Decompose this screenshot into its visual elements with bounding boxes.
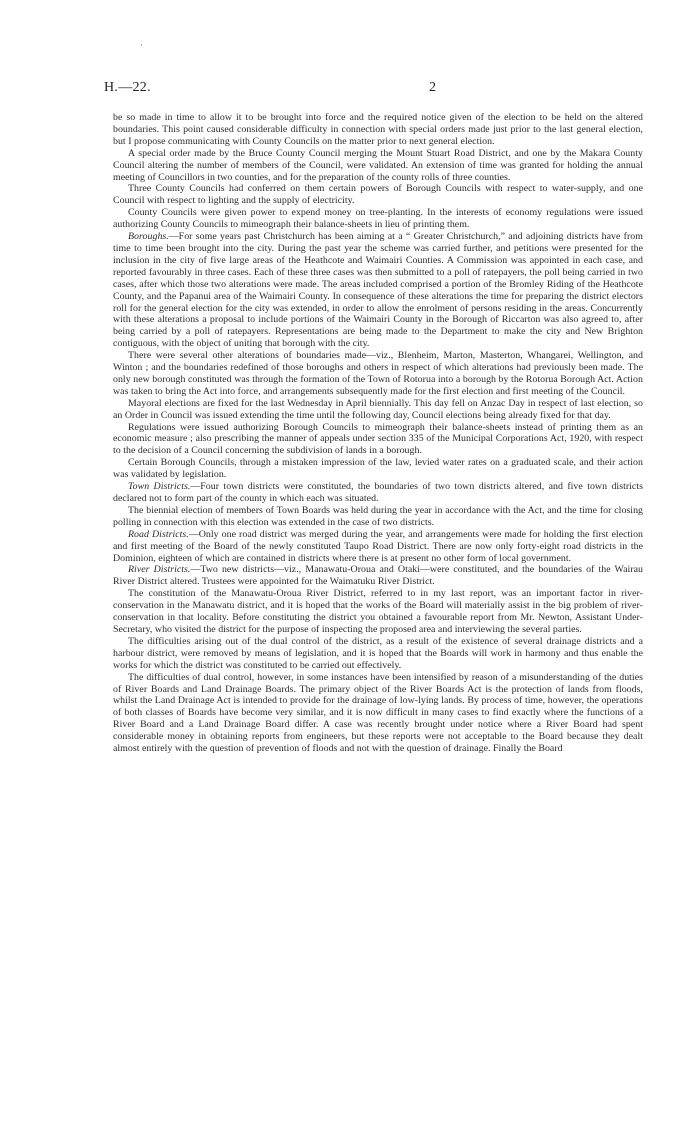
paragraph (113, 112, 643, 148)
paragraph (113, 672, 643, 755)
paragraph (113, 588, 643, 636)
document-reference: H.—22. (104, 80, 151, 95)
paragraph-text: —Four town districts were constituted, the boundaries of two town districts altered, and five town districts declared not to form part of the county in which each was situated. (113, 481, 643, 504)
paragraph-text: —Two new districts—viz., Manawatu-Oroua and Otaki—were constituted, and the boundaries of the Wairau River District altered. Trustees were appointed for the Waimatuku River District. (113, 564, 643, 588)
paragraph-text: Certain Borough Councils, through a mistaken impression of the law, levied water rates on a graduated scale, and their action was validated by legislation. (113, 457, 643, 481)
paragraph (113, 529, 643, 565)
paragraph-text: The constitution of the Manawatu-Oroua River District, referred to in my last report, was an important factor in river-conservation in the Manawatu district, and it is hoped that the works of the Board will materially assist in the big problem of river-conservation in that locality. Before constituting the district you obtained a favourable report from Mr. Newton, Assistant Under-Secretary, who visited the district for the purpose of inspecting the proposed area and interviewing the several parties. (113, 588, 643, 635)
page-header (104, 80, 640, 96)
paragraph (113, 457, 643, 481)
paragraph (113, 481, 643, 505)
paragraph-text: County Councils were given power to expend money on tree-planting. In the interests of economy regulations were issued authorizing County Councils to mimeograph their balance-sheets in lieu of printing them. (113, 207, 643, 231)
paragraph (113, 422, 643, 458)
paragraph-text: The difficulties arising out of the dual control of the district, as a result of the existence of several drainage districts and a harbour district, were removed by means of legislation, and it is hoped that the Boards will work in harmony and thus enable the works for which the district was constituted to be carried out effectively. (113, 635, 643, 671)
section-heading: Boroughs. (128, 231, 169, 243)
paragraph-text: Regulations were issued authorizing Borough Councils to mimeograph their balance-sheets instead of printing them as an economic measure ; also prescribing the manner of appeals under section 335 of the Municipal Corporations Act, 1920, with respect to the decision of a Council concerning the subdivision of lands in a borough. (113, 421, 643, 457)
body-text (113, 112, 643, 755)
paragraph (113, 350, 643, 398)
paragraph-text: —Only one road district was merged during the year, and arrangements were made for holding the first election and first meeting of the Board of the newly constituted Taupo Road District. There are now only forty-eight road districts in the Dominion, eighteen of which are contained in districts where there is at present no other form of local government. (113, 528, 643, 564)
paragraph-text: be so made in time to allow it to be brought into force and the required notice given of the election to be held on the altered boundaries. This point caused considerable difficulty in connection with special orders made just prior to the last general election, but I propose communicating with County Councils on the matter prior to next general election. (113, 112, 643, 147)
section-heading: Town Districts. (128, 481, 191, 493)
paragraph-text: Mayoral elections are fixed for the last Wednesday in April biennially. This day fell on Anzac Day in respect of last election, so an Order in Council was issued extending the time until the following day, Council elections being already fixed for that day. (113, 397, 643, 421)
paragraph (113, 183, 643, 207)
paragraph-text: The difficulties of dual control, however, in some instances have been intensified by reason of a misunderstanding of the duties of River Boards and Land Drainage Boards. The primary object of the River Boards Act is the protection of lands from floods, whilst the Land Drainage Act is intended to provide for the drainage of low-lying lands. By process of time, however, the operations of both classes of Boards have become very similar, and it is now difficult in many cases to find exactly where the functions of a River Board and a Land Drainage Board differ. A case was recently brought under notice where a River Board had spent considerable money in obtaining reports from engineers, but these reports were not acceptable to the Board because they dealt almost entirely with the question of prevention of floods and not with the question of drainage. Finally the Board (113, 671, 643, 755)
paragraph-text: The biennial election of members of Town Boards was held during the year in accordance with the Act, and the time for closing polling in connection with this election was extended in the case of two districts. (113, 504, 643, 528)
paragraph (113, 636, 643, 672)
top-mark: · (140, 40, 143, 50)
paragraph (113, 207, 643, 231)
paragraph (113, 564, 643, 588)
page-number: 2 (429, 80, 436, 95)
section-heading: Road Districts. (128, 528, 189, 540)
section-heading: River Districts. (128, 564, 191, 576)
paragraph (113, 148, 643, 184)
paragraph-text: A special order made by the Bruce County Council merging the Mount Stuart Road District, and one by the Makara County Council altering the number of members of the Council, were validated. An extension of time was granted for holding the annual meeting of Councillors in two counties, and for the preparation of the county rolls of three counties. (113, 147, 643, 183)
paragraph-text: There were several other alterations of boundaries made—viz., Blenheim, Marton, Masterton, Whangarei, Wellington, and Winton ; and the boundaries redefined of those boroughs and others in respect of which alterations had previously been made. The only new borough constituted was through the formation of the Town of Rotorua into a borough by the Rotorua Borough Act. Action was taken to bring the Act into force, and arrangements subsequently made for the first election and first meeting of the Council. (113, 350, 643, 397)
paragraph (113, 231, 643, 350)
paragraph (113, 398, 643, 422)
paragraph (113, 505, 643, 529)
paragraph-text: —For some years past Christchurch has been aiming at a “ Greater Christchurch,” and adjoining districts have from time to time been brought into the city. During the past year the scheme was carried further, and petitions were presented for the inclusion in the city of five large areas of the Heathcote and Waimairi Counties. A Commission was appointed in each case, and reported favourably in three cases. Each of these three cases was then submitted to a poll of ratepayers, the poll being carried in two cases, after which those two alterations were made. The areas included comprised a portion of the Bromley Riding of the Heathcote County, and the Papanui area of the Waimairi County. In consequence of these alterations the time for preparing the district electors roll for the general election for the city was extended, in order to allow the enrolment of persons residing in the areas. Concurrently with these alterations a proposal to include portions of the Waimairi County in the Borough of Riccarton was also agreed to, after being carried by a poll of ratepayers. Representations are being made to the Department to make the city and New Brighton contiguous, with the object of uniting that borough with the city. (113, 231, 643, 350)
paragraph-text: Three County Councils had conferred on them certain powers of Borough Councils with respect to water-supply, and one Council with respect to lighting and the supply of electricity. (113, 183, 643, 207)
